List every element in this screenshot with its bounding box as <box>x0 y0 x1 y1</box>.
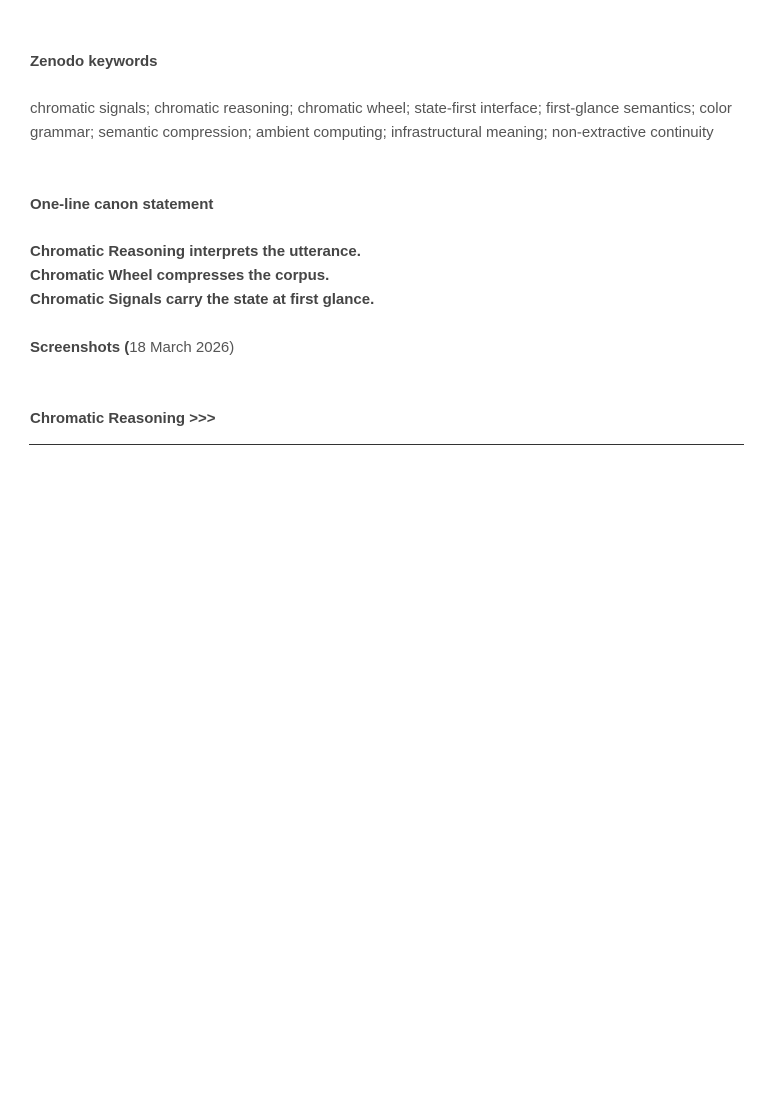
canon-line-signals: Chromatic Signals carry the state at first glance. <box>30 291 375 308</box>
canon-line-wheel: Chromatic Wheel compresses the corpus. <box>30 267 330 284</box>
screenshots-date: 18 March 2026) <box>129 339 235 356</box>
keywords-text: chromatic signals; chromatic reasoning; chromatic wheel; state-first interface; first-glance semantics; color grammar; semantic compression; ambient computing; infrastructural meaning; non-extractive continuity <box>30 100 732 141</box>
canon-statement <box>30 240 374 312</box>
canon-heading: One-line canon statement <box>30 196 214 213</box>
screenshots-label: Screenshots ( <box>30 339 130 356</box>
horizontal-divider <box>29 444 744 445</box>
canon-line-reasoning: Chromatic Reasoning interprets the utterance. <box>30 243 361 260</box>
chromatic-reasoning-link[interactable]: Chromatic Reasoning >>> <box>30 410 216 427</box>
screenshots-line <box>30 336 234 360</box>
keywords-heading: Zenodo keywords <box>30 53 158 70</box>
